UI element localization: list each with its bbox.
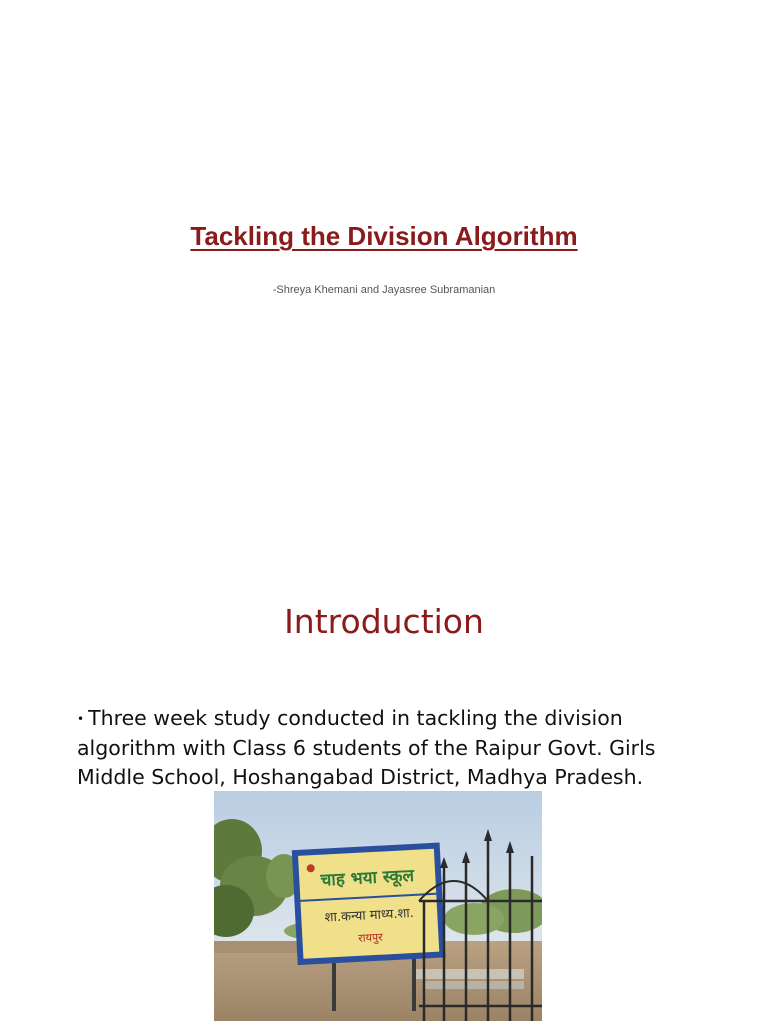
sign-text-line3: रायपुर: [357, 930, 384, 945]
slide-title: [0, 221, 768, 252]
school-sign-photo: [214, 791, 542, 1021]
sign-text-line1: चाह भया स्कूल: [320, 865, 415, 891]
bullet-icon: •: [77, 711, 85, 726]
slide-authors: -Shreya Khemani and Jayasree Subramanian: [272, 284, 496, 296]
section-heading-introduction: Introduction: [284, 602, 484, 641]
bullet-item: [77, 704, 697, 792]
sign-text-line2: शा.कन्या माध्य.शा.: [324, 905, 415, 926]
bullet-text: Three week study conducted in tackling the division algorithm with Class 6 students of the Raipur Govt. Girls Middle School, Hoshangabad District, Madhya Pradesh.: [77, 706, 656, 789]
slide-title-text: Tackling the Division Algorithm: [190, 221, 578, 251]
